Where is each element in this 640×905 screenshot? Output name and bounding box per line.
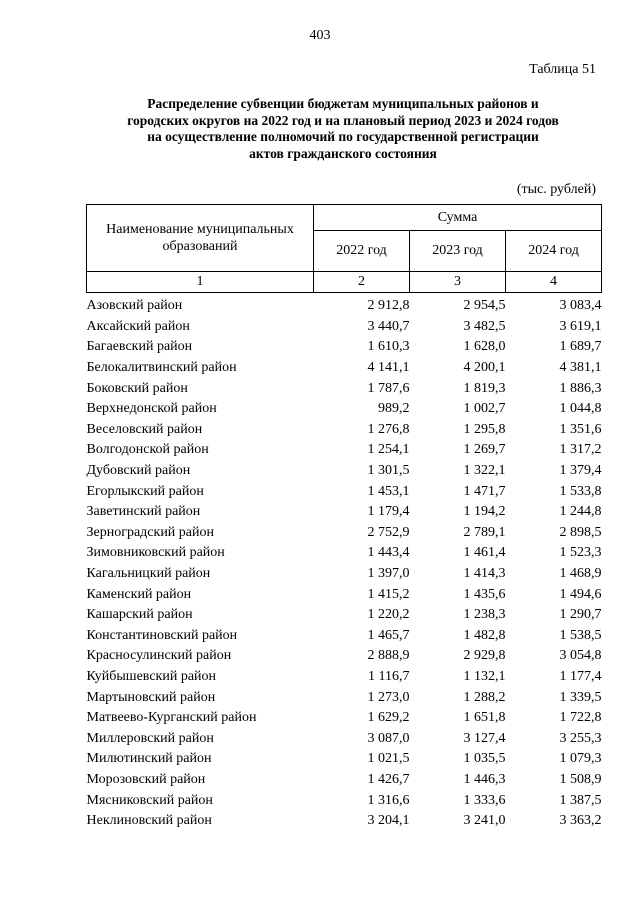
value-2023: 1 461,4 xyxy=(463,545,506,561)
municipality-name: Неклиновский район xyxy=(86,813,212,829)
table-label: Таблица 51 xyxy=(529,62,596,77)
municipality-name: Мясниковский район xyxy=(86,792,213,808)
column-number: 3 xyxy=(410,272,506,293)
value-2024: 3 083,4 xyxy=(559,298,602,314)
value-2024: 1 079,3 xyxy=(559,751,602,767)
municipality-name: Волгодонской район xyxy=(86,442,209,458)
value-2023: 3 127,4 xyxy=(463,730,506,746)
value-2024: 1 379,4 xyxy=(559,463,602,479)
value-2023: 1 288,2 xyxy=(463,689,506,705)
document-title xyxy=(86,96,600,162)
table-row xyxy=(87,399,602,420)
value-2023: 2 789,1 xyxy=(463,524,506,540)
municipality-name: Боковский район xyxy=(86,380,188,396)
table-row xyxy=(87,646,602,667)
value-2023: 2 954,5 xyxy=(463,298,506,314)
value-2024: 1 044,8 xyxy=(559,401,602,417)
value-2023: 1 414,3 xyxy=(463,566,506,582)
table-row xyxy=(87,790,602,811)
title-line: на осуществление полномочий по государственной регистрации xyxy=(147,129,539,144)
value-2022: 1 610,3 xyxy=(367,339,410,355)
table-row xyxy=(87,667,602,688)
value-2022: 2 752,9 xyxy=(367,524,410,540)
value-2022: 3 440,7 xyxy=(367,318,410,334)
municipality-name: Куйбышевский район xyxy=(86,668,217,684)
value-2023: 1 035,5 xyxy=(463,751,506,767)
municipality-name: Веселовский район xyxy=(86,421,203,437)
table-row xyxy=(87,728,602,749)
value-2023: 1 471,7 xyxy=(463,483,506,499)
table-row xyxy=(87,543,602,564)
value-2024: 1 339,5 xyxy=(559,689,602,705)
table-row xyxy=(87,687,602,708)
column-number: 1 xyxy=(87,272,314,293)
value-2022: 3 204,1 xyxy=(367,813,410,829)
table-row xyxy=(87,584,602,605)
value-2023: 4 200,1 xyxy=(463,360,506,376)
municipality-name: Зерноградский район xyxy=(86,524,214,540)
header-year-2024: 2024 год xyxy=(506,231,602,272)
table-row xyxy=(87,770,602,791)
municipality-name: Морозовский район xyxy=(86,771,206,787)
header-municipality-line2: образований xyxy=(162,239,238,254)
header-year-2023: 2023 год xyxy=(410,231,506,272)
value-2024: 1 886,3 xyxy=(559,380,602,396)
table-row xyxy=(87,564,602,585)
municipality-name: Каменский район xyxy=(86,586,192,602)
value-2024: 1 244,8 xyxy=(559,504,602,520)
value-2023: 1 132,1 xyxy=(463,668,506,684)
municipality-name: Белокалитвинский район xyxy=(86,360,237,376)
table-row xyxy=(87,440,602,461)
value-2022: 2 912,8 xyxy=(367,298,410,314)
table-row xyxy=(87,420,602,441)
value-2022: 1 273,0 xyxy=(367,689,410,705)
value-2024: 1 177,4 xyxy=(559,668,602,684)
table-row xyxy=(87,337,602,358)
value-2024: 1 538,5 xyxy=(559,627,602,643)
table-row xyxy=(87,317,602,338)
value-2022: 1 316,6 xyxy=(367,792,410,808)
column-number: 2 xyxy=(314,272,410,293)
municipality-name: Константиновский район xyxy=(86,627,238,643)
value-2024: 3 054,8 xyxy=(559,648,602,664)
municipality-name: Миллеровский район xyxy=(86,730,214,746)
table-row xyxy=(87,378,602,399)
value-2022: 1 443,4 xyxy=(367,545,410,561)
value-2023: 1 651,8 xyxy=(463,710,506,726)
value-2023: 1 295,8 xyxy=(463,421,506,437)
municipality-name: Зимовниковский район xyxy=(86,545,225,561)
value-2023: 1 269,7 xyxy=(463,442,506,458)
value-2022: 1 021,5 xyxy=(367,751,410,767)
value-2023: 1 194,2 xyxy=(463,504,506,520)
page-number: 403 xyxy=(309,28,331,43)
municipality-name: Матвеево-Курганский район xyxy=(86,710,257,726)
table-row xyxy=(87,481,602,502)
value-2023: 3 482,5 xyxy=(463,318,506,334)
value-2024: 1 351,6 xyxy=(559,421,602,437)
value-2023: 2 929,8 xyxy=(463,648,506,664)
subvention-table xyxy=(86,204,602,831)
municipality-name: Милютинский район xyxy=(86,751,212,767)
value-2022: 1 465,7 xyxy=(367,627,410,643)
value-2024: 1 722,8 xyxy=(559,710,602,726)
value-2024: 1 494,6 xyxy=(559,586,602,602)
table-row xyxy=(87,605,602,626)
value-2024: 1 533,8 xyxy=(559,483,602,499)
value-2023: 1 435,6 xyxy=(463,586,506,602)
value-2022: 1 397,0 xyxy=(367,566,410,582)
value-2022: 1 629,2 xyxy=(367,710,410,726)
value-2022: 1 426,7 xyxy=(367,771,410,787)
header-municipality-line1: Наименование муниципальных xyxy=(106,222,294,237)
value-2024: 4 381,1 xyxy=(559,360,602,376)
table-row xyxy=(87,461,602,482)
value-2022: 1 301,5 xyxy=(367,463,410,479)
value-2024: 2 898,5 xyxy=(559,524,602,540)
value-2024: 3 619,1 xyxy=(559,318,602,334)
value-2024: 3 255,3 xyxy=(559,730,602,746)
table-row xyxy=(87,293,602,317)
table-row xyxy=(87,523,602,544)
header-year-2022: 2022 год xyxy=(314,231,410,272)
units-label: (тыс. рублей) xyxy=(516,182,596,197)
municipality-name: Аксайский район xyxy=(86,318,190,334)
municipality-name: Красносулинский район xyxy=(86,648,232,664)
value-2022: 1 276,8 xyxy=(367,421,410,437)
header-sum: Сумма xyxy=(314,205,602,231)
table-row xyxy=(87,358,602,379)
value-2023: 3 241,0 xyxy=(463,813,506,829)
title-line: актов гражданского состояния xyxy=(249,145,437,161)
value-2023: 1 446,3 xyxy=(463,771,506,787)
value-2024: 1 468,9 xyxy=(559,566,602,582)
value-2022: 1 254,1 xyxy=(367,442,410,458)
column-number: 4 xyxy=(506,272,602,293)
value-2022: 1 787,6 xyxy=(367,380,410,396)
value-2024: 3 363,2 xyxy=(559,813,602,829)
municipality-name: Кагальницкий район xyxy=(86,566,211,582)
value-2022: 1 220,2 xyxy=(367,607,410,623)
title-line: городских округов на 2022 год и на плановый период 2023 и 2024 годов xyxy=(127,112,559,128)
value-2022: 1 116,7 xyxy=(368,668,410,684)
value-2024: 1 508,9 xyxy=(559,771,602,787)
value-2022: 4 141,1 xyxy=(367,360,410,376)
value-2023: 1 238,3 xyxy=(463,607,506,623)
value-2023: 1 482,8 xyxy=(463,627,506,643)
value-2023: 1 819,3 xyxy=(463,380,506,396)
value-2023: 1 333,6 xyxy=(463,792,506,808)
value-2024: 1 387,5 xyxy=(559,792,602,808)
table-row xyxy=(87,811,602,832)
municipality-name: Заветинский район xyxy=(86,504,201,520)
value-2023: 1 002,7 xyxy=(463,401,506,417)
municipality-name: Багаевский район xyxy=(86,339,193,355)
table-row xyxy=(87,502,602,523)
municipality-name: Егорлыкский район xyxy=(86,483,204,499)
table-body xyxy=(87,293,602,832)
value-2022: 2 888,9 xyxy=(367,648,410,664)
value-2024: 1 523,3 xyxy=(559,545,602,561)
value-2023: 1 628,0 xyxy=(463,339,506,355)
value-2024: 1 317,2 xyxy=(559,442,602,458)
municipality-name: Дубовский район xyxy=(86,463,191,479)
value-2024: 1 290,7 xyxy=(559,607,602,623)
value-2022: 1 453,1 xyxy=(367,483,410,499)
municipality-name: Верхнедонской район xyxy=(86,401,217,417)
value-2022: 989,2 xyxy=(378,401,410,417)
value-2024: 1 689,7 xyxy=(559,339,602,355)
value-2022: 1 179,4 xyxy=(367,504,410,520)
value-2022: 3 087,0 xyxy=(367,730,410,746)
title-line: Распределение субвенции бюджетам муниципальных районов и xyxy=(147,96,539,111)
table-row xyxy=(87,708,602,729)
municipality-name: Азовский район xyxy=(86,298,183,314)
value-2022: 1 415,2 xyxy=(367,586,410,602)
value-2023: 1 322,1 xyxy=(463,463,506,479)
table-row xyxy=(87,749,602,770)
header-municipality xyxy=(87,205,314,272)
table-row xyxy=(87,626,602,647)
municipality-name: Кашарский район xyxy=(86,607,193,623)
municipality-name: Мартыновский район xyxy=(86,689,216,705)
